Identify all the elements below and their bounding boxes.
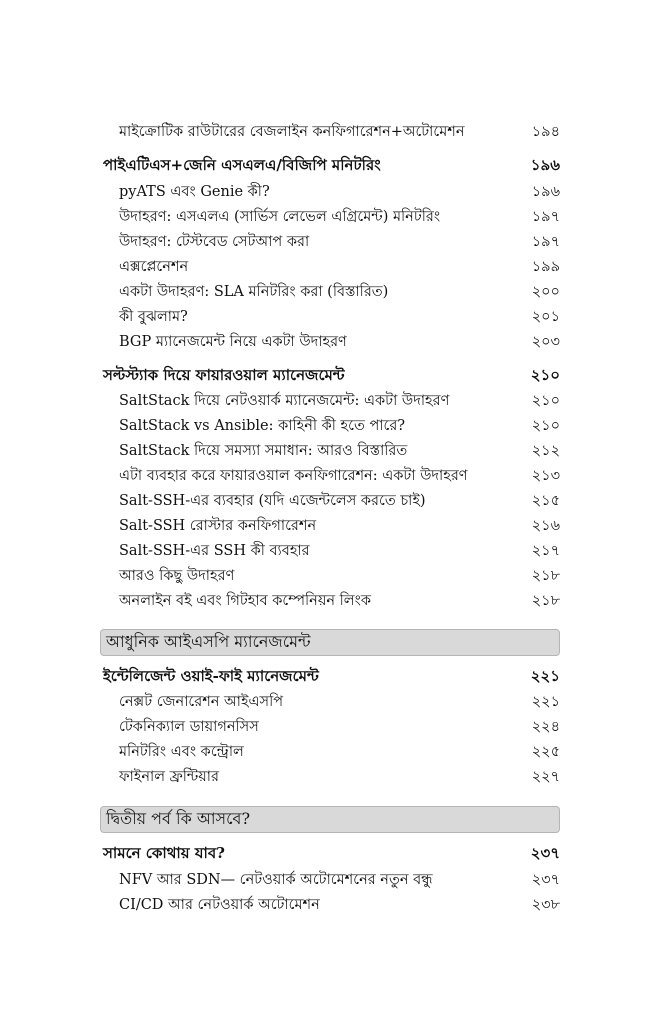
toc-entry-title: এটা ব্যবহার করে ফায়ারওয়াল কনফিগারেশন: একটা উদাহরণ: [119, 468, 468, 484]
chapter-page: ১৯৬: [530, 155, 560, 174]
chapter-page: ২২১: [530, 666, 560, 685]
part-title: আধুনিক আইএসপি ম্যানেজমেন্ট: [106, 632, 311, 651]
toc-entry-page: ২১৫: [531, 493, 560, 509]
toc-entry[interactable]: [0, 691, 663, 715]
toc-entry-page: ২১২: [531, 443, 560, 459]
toc-entry-title: Salt-SSH রোস্টার কনফিগারেশন: [119, 518, 317, 534]
toc-entry-page: ২৩৮: [531, 897, 560, 913]
toc-entry-title: Salt-SSH-এর ব্যবহার (যদি এজেন্টলেস করতে চাই): [119, 493, 426, 509]
chapter-page: ২১০: [530, 365, 560, 384]
part-title: দ্বিতীয় পর্ব কি আসবে?: [106, 809, 251, 828]
toc-entry-title: টেকনিক্যাল ডায়াগনসিস: [119, 719, 259, 735]
toc-entry[interactable]: [0, 331, 663, 355]
toc-entry-title: নেক্সট জেনারেশন আইএসপি: [119, 694, 284, 710]
toc-entry[interactable]: [0, 281, 663, 305]
toc-entry[interactable]: [0, 766, 663, 790]
toc-entry-page: ২১০: [531, 393, 560, 409]
toc-entry[interactable]: [0, 390, 663, 414]
toc-entry-title: মাইক্রোটিক রাউটারের বেজলাইন কনফিগারেশন+অটোমেশন: [119, 124, 465, 140]
toc-entry[interactable]: [0, 440, 663, 464]
toc-entry-page: ২২১: [531, 694, 560, 710]
toc-entry-title: আরও কিছু উদাহরণ: [119, 568, 235, 584]
toc-entry-page: ২১৮: [531, 568, 560, 584]
toc-entry-title: CI/CD আর নেটওয়ার্ক অটোমেশন: [119, 897, 320, 913]
toc-entry[interactable]: [0, 894, 663, 918]
toc-entry[interactable]: [0, 206, 663, 230]
toc-entry-title: মনিটরিং এবং কন্ট্রোল: [119, 744, 244, 760]
toc-entry-page: ২২৪: [531, 719, 560, 735]
toc-entry-page: ১৯৯: [531, 259, 560, 275]
toc-entry[interactable]: [0, 590, 663, 614]
part-banner-modern-isp[interactable]: [100, 629, 560, 656]
toc-chapter-wifi[interactable]: [0, 665, 663, 689]
toc-entry-title: pyATS এবং Genie কী?: [119, 184, 270, 200]
toc-entry-title: উদাহরণ: টেস্টবেড সেটআপ করা: [119, 234, 310, 250]
toc-entry-page: ২১৬: [531, 518, 560, 534]
toc-chapter-pyats[interactable]: [0, 154, 663, 178]
toc-entry[interactable]: [0, 231, 663, 255]
toc-entry[interactable]: [0, 256, 663, 280]
chapter-title: সামনে কোথায় যাব?: [103, 843, 225, 862]
toc-entry-page: ১৯৬: [531, 184, 560, 200]
toc-entry-page: ২০১: [531, 309, 560, 325]
toc-entry-page: ২১৮: [531, 593, 560, 609]
toc-entry-page: ১৯৭: [531, 209, 560, 225]
toc-entry-page: ২০০: [531, 284, 560, 300]
toc-entry-page: ২২৭: [531, 769, 560, 785]
toc-entry[interactable]: [0, 121, 663, 145]
toc-entry-title: উদাহরণ: এসএলএ (সার্ভিস লেভেল এগ্রিমেন্ট) মনিটরিং: [119, 209, 441, 225]
toc-entry-title: এক্সপ্লেনেশন: [119, 259, 189, 275]
toc-entry-page: ২২৫: [531, 744, 560, 760]
toc-entry[interactable]: [0, 716, 663, 740]
chapter-title: সল্টস্ট্যাক দিয়ে ফায়ারওয়াল ম্যানেজমেন্ট: [103, 365, 345, 384]
toc-entry-page: ২১০: [531, 418, 560, 434]
toc-entry-title: SaltStack দিয়ে সমস্যা সমাধান: আরও বিস্তারিত: [119, 443, 408, 459]
toc-entry-title: একটা উদাহরণ: SLA মনিটরিং করা (বিস্তারিত): [119, 284, 389, 300]
part-banner-second[interactable]: [100, 806, 560, 833]
chapter-page: ২৩৭: [530, 843, 560, 862]
toc-entry[interactable]: [0, 490, 663, 514]
toc-entry[interactable]: [0, 741, 663, 765]
toc-entry-title: SaltStack দিয়ে নেটওয়ার্ক ম্যানেজমেন্ট: একটা উদাহরণ: [119, 393, 450, 409]
toc-entry-title: NFV আর SDN— নেটওয়ার্ক অটোমেশনের নতুন বন্ধু: [119, 872, 433, 888]
toc-entry-page: ১৯৭: [531, 234, 560, 250]
toc-entry[interactable]: [0, 181, 663, 205]
toc-entry-title: অনলাইন বই এবং গিটহাব কম্পেনিয়ন লিংক: [119, 593, 371, 609]
toc-entry[interactable]: [0, 415, 663, 439]
toc-entry-title: ফাইনাল ফ্রন্টিয়ার: [119, 769, 219, 785]
toc-entry[interactable]: [0, 465, 663, 489]
toc-entry-page: ২১৩: [531, 468, 560, 484]
toc-entry-title: কী বুঝলাম?: [119, 309, 188, 325]
toc-entry-page: ২০৩: [531, 334, 560, 350]
toc-entry-title: Salt-SSH-এর SSH কী ব্যবহার: [119, 543, 310, 559]
toc-entry[interactable]: [0, 515, 663, 539]
toc-entry[interactable]: [0, 869, 663, 893]
toc-entry[interactable]: [0, 565, 663, 589]
chapter-title: ইন্টেলিজেন্ট ওয়াই-ফাই ম্যানেজমেন্ট: [103, 666, 319, 685]
toc-chapter-next[interactable]: [0, 842, 663, 866]
toc-entry-title: SaltStack vs Ansible: কাহিনী কী হতে পারে?: [119, 418, 406, 434]
toc-entry-page: ১৯৪: [531, 124, 560, 140]
toc-entry-title: BGP ম্যানেজমেন্ট নিয়ে একটা উদাহরণ: [119, 334, 347, 350]
toc-entry-page: ২১৭: [531, 543, 560, 559]
toc-chapter-salt[interactable]: [0, 364, 663, 388]
toc-entry[interactable]: [0, 306, 663, 330]
toc-entry-page: ২৩৭: [531, 872, 560, 888]
toc-entry[interactable]: [0, 540, 663, 564]
chapter-title: পাইএটিএস+জেনি এসএলএ/বিজিপি মনিটরিং: [103, 155, 381, 174]
